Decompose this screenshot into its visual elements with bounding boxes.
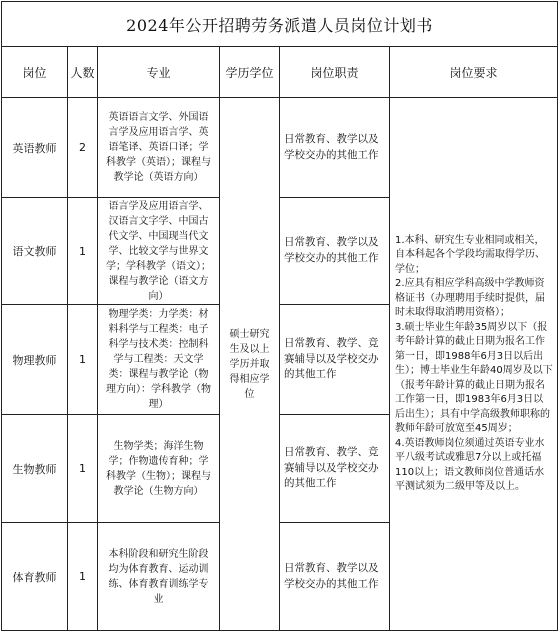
major-text: 物理学类：力学类：材料科学与工程类：电子科学与技术类：控制科学与工程类：天文学类：课程与教学论（物理方向）：学科教学（物理） bbox=[106, 309, 211, 410]
post-cell: 语文教师 bbox=[2, 198, 68, 305]
requirements-cell bbox=[390, 98, 558, 631]
major-cell bbox=[98, 198, 220, 305]
duty-cell bbox=[280, 98, 390, 198]
requirement-item: 3.硕士毕业生年龄35周岁以下（报考年龄计算的截止日期为报名工作第一日，即1988年6月3日以后出生）；博士毕业生年龄40周岁及以下（报考年龄计算的截止日期为报名工作第一日，即1983年6月3日以后出生）；具有中学高级教师职称的教师年龄可放宽至45周岁； bbox=[395, 321, 553, 434]
major-cell bbox=[98, 305, 220, 415]
post-cell: 物理教师 bbox=[2, 305, 68, 415]
recruitment-plan-sheet bbox=[1, 1, 557, 630]
header-education: 学历学位 bbox=[220, 47, 280, 98]
position-plan-table bbox=[1, 1, 558, 631]
table-row bbox=[2, 98, 558, 198]
count-cell: 1 bbox=[68, 523, 98, 631]
requirements-list bbox=[390, 234, 557, 495]
header-duty: 岗位职责 bbox=[280, 47, 390, 98]
duty-text: 日常教育、教学以及学校交办的其他工作 bbox=[284, 132, 379, 161]
major-text: 英语语言文学、外国语言学及应用语言学、英语笔译、英语口译；学科教学（英语）；课程与教学论（英语方向） bbox=[106, 112, 211, 183]
major-text: 生物学类；海洋生物学；作物遗传育种；学科教学（生物）；课程与教学论（生物方向） bbox=[106, 440, 211, 497]
duty-text: 日常教育、教学以及学校交办的其他工作 bbox=[284, 236, 379, 264]
post-cell: 生物教师 bbox=[2, 415, 68, 523]
major-text: 语言学及应用语言学、汉语言文字学、中国古代文学、中国现当代文学、比较文学与世界文学；学科教学（语文）；课程与教学论（语文方向） bbox=[106, 200, 211, 302]
duty-text: 日常教育、教学以及学校交办的其他工作 bbox=[284, 561, 379, 590]
header-row bbox=[2, 47, 558, 98]
duty-cell bbox=[280, 523, 390, 631]
title-row bbox=[2, 2, 558, 47]
major-text: 本科阶段和研究生阶段均为体育教育、运动训练、体育教育训练学专业 bbox=[108, 548, 209, 605]
major-cell bbox=[98, 415, 220, 523]
header-count: 人数 bbox=[68, 47, 98, 98]
major-cell bbox=[98, 98, 220, 198]
requirement-item: 2.应具有相应学科高级中学教师资格证书（办理聘用手续时提供，届时未取得取消聘用资格）； bbox=[395, 278, 545, 318]
education-text: 硕士研究生及以上学历并取得相应学位 bbox=[229, 328, 270, 400]
count-cell: 2 bbox=[68, 98, 98, 198]
requirement-item: 4.英语教师岗位须通过英语专业水平八级考试或雅思7分以上或托福110以上；语文教师岗位普通话水平测试须为二级甲等及以上。 bbox=[395, 437, 545, 492]
duty-text: 日常教育、教学、竞赛辅导以及学校交办的其他工作 bbox=[284, 445, 379, 490]
post-cell: 英语教师 bbox=[2, 98, 68, 198]
duty-text: 日常教育、教学、竞赛辅导以及学校交办的其他工作 bbox=[284, 336, 379, 381]
count-cell: 1 bbox=[68, 305, 98, 415]
count-cell: 1 bbox=[68, 198, 98, 305]
header-major: 专业 bbox=[98, 47, 220, 98]
major-cell bbox=[98, 523, 220, 631]
requirement-item: 1.本科、研究生专业相同或相关，自本科起各个学段均需取得学历、学位； bbox=[395, 234, 545, 275]
count-cell: 1 bbox=[68, 415, 98, 523]
duty-cell bbox=[280, 198, 390, 305]
duty-cell bbox=[280, 305, 390, 415]
document-title: 2024年公开招聘劳务派遣人员岗位计划书 bbox=[2, 2, 558, 47]
header-post: 岗位 bbox=[2, 47, 68, 98]
header-requirements: 岗位要求 bbox=[390, 47, 558, 98]
duty-cell bbox=[280, 415, 390, 523]
post-cell: 体育教师 bbox=[2, 523, 68, 631]
education-cell bbox=[220, 98, 280, 631]
